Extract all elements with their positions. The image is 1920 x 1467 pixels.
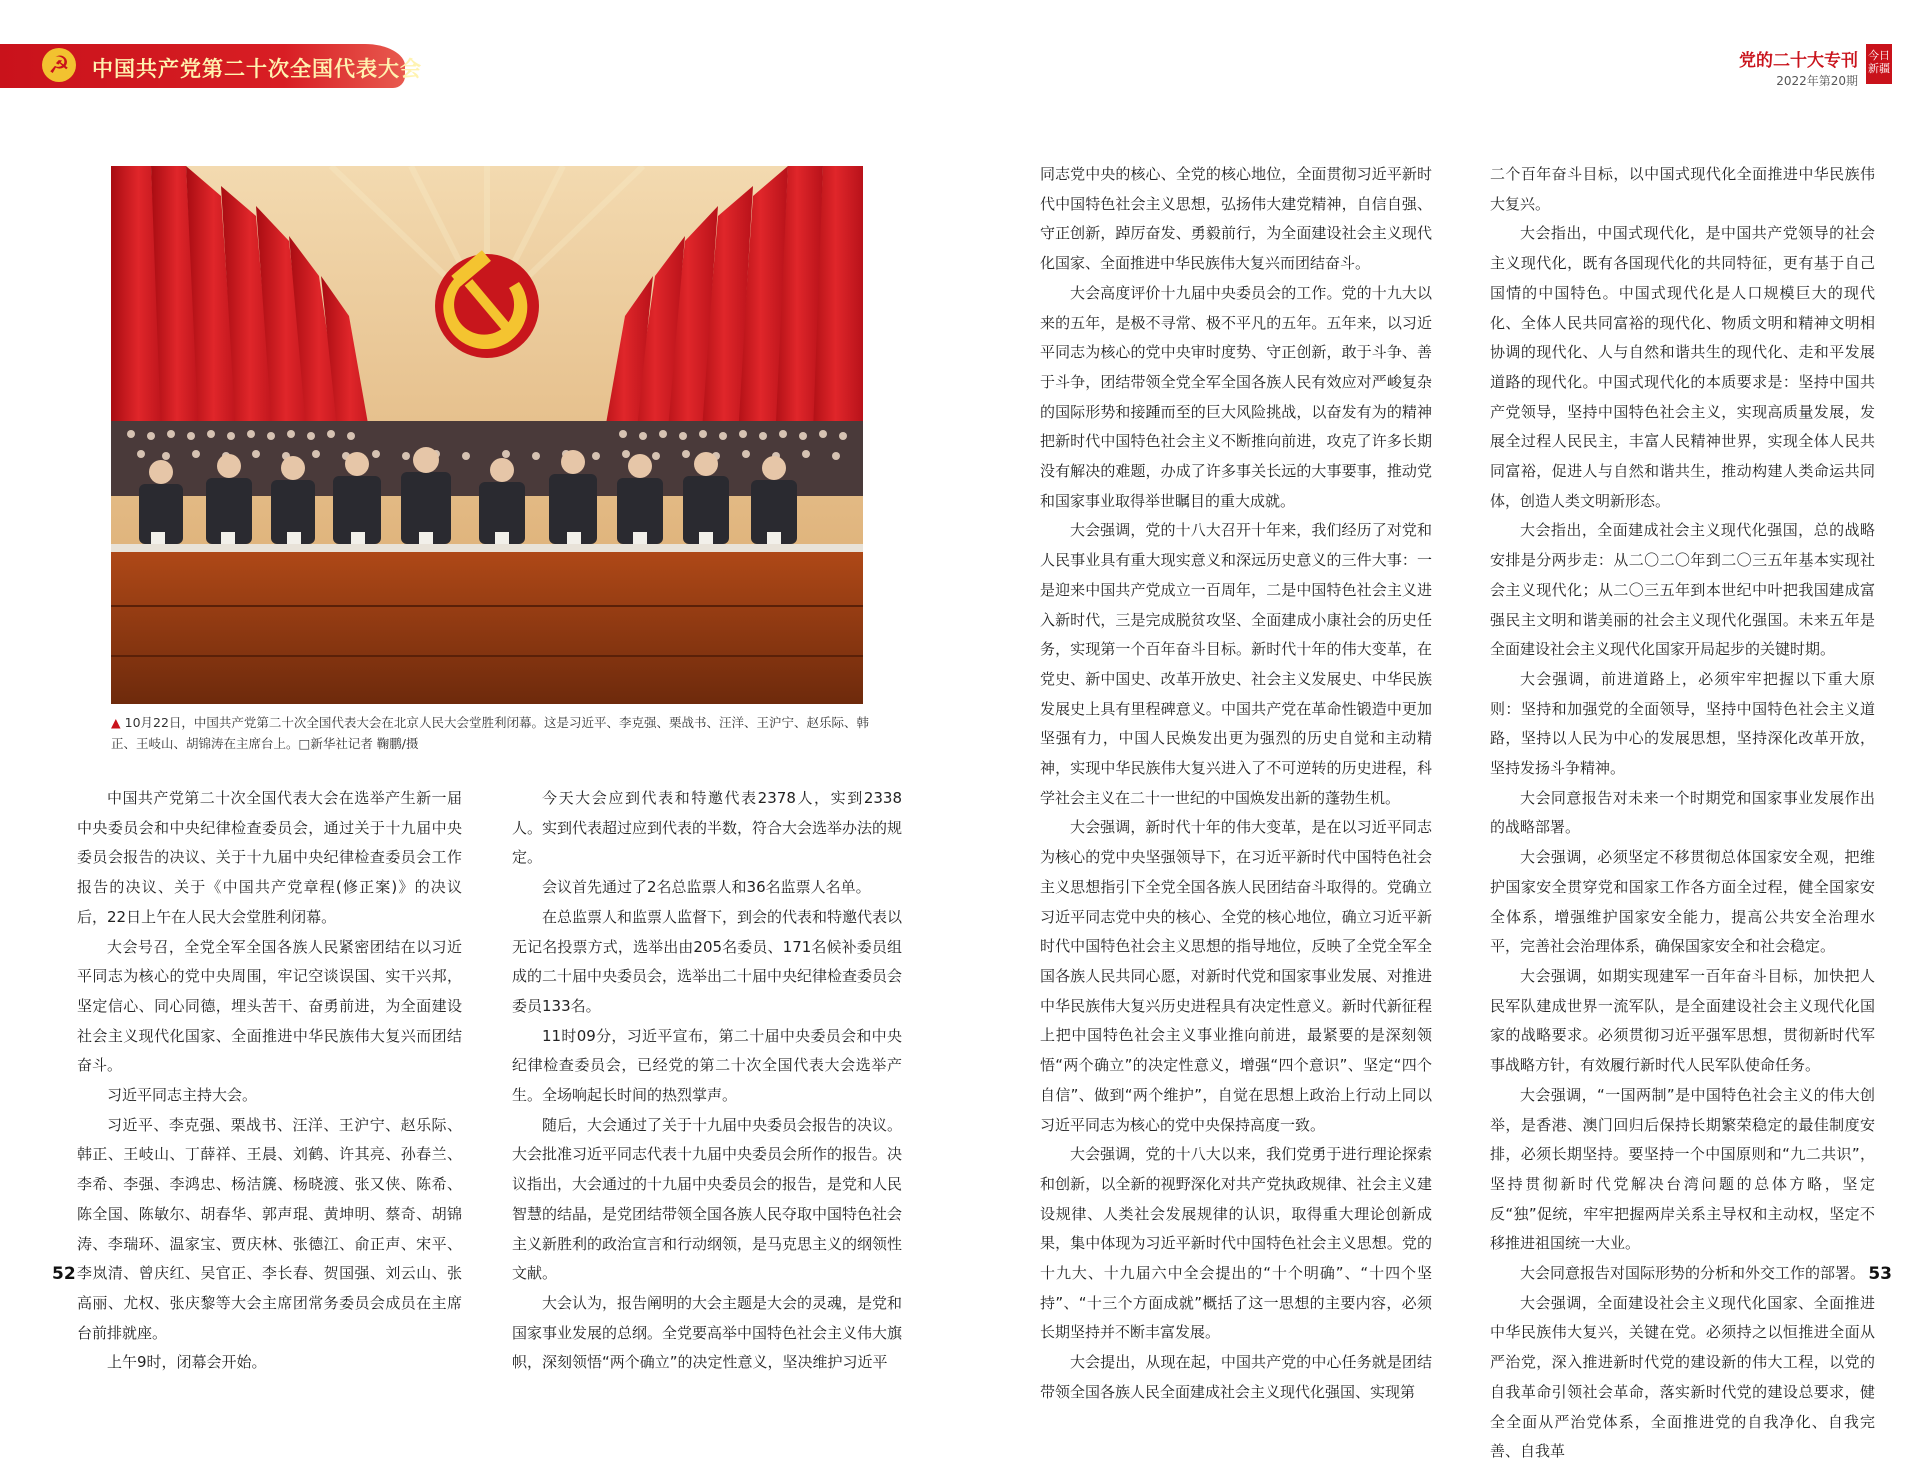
paragraph: 大会强调，“一国两制”是中国特色社会主义的伟大创举，是香港、澳门回归后保持长期繁荣稳定的最佳制度安排，必须长期坚持。要坚持一个中国原则和“九二共识”，坚持贯彻新时代党解决台湾问题的总体方略，坚定反“独”促统，牢牢把握两岸关系主导权和主动权，坚定不移推进祖国统一大业。 bbox=[1490, 1085, 1875, 1253]
photo-caption bbox=[111, 712, 871, 754]
article-column-1 bbox=[77, 784, 462, 1378]
paragraph: 中国共产党第二十次全国代表大会在选举产生新一届中央委员会和中央纪律检查委员会，通过关于十九届中央委员会报告的决议、关于十九届中央纪律检查委员会工作报告的决议、关于《中国共产党章程(修正案)》的决议后，22日上午在人民大会堂胜利闭幕。 bbox=[77, 789, 462, 926]
paragraph: 大会强调，全面建设社会主义现代化国家、全面推进中华民族伟大复兴，关键在党。必须持之以恒推进全面从严治党，深入推进新时代党的建设新的伟大工程，以党的自我革命引领社会革命，落实新时代党的建设总要求，健全全面从严治党体系，全面推进党的自我净化、自我完善、自我革 bbox=[1490, 1293, 1875, 1461]
issue-number: 2022年第20期 bbox=[1776, 74, 1858, 88]
paragraph: 习近平同志主持大会。 bbox=[107, 1086, 258, 1105]
magazine-header bbox=[1739, 46, 1858, 89]
paragraph: 习近平、李克强、栗战书、汪洋、王沪宁、赵乐际、韩正、王岐山、丁薛祥、王晨、刘鹤、许其亮、孙春兰、李希、李强、李鸿忠、杨洁篪、杨晓渡、张又侠、陈希、陈全国、陈敏尔、胡春华、郭声琨、黄坤明、蔡奇、胡锦涛、李瑞环、温家宝、贾庆林、张德江、俞正声、宋平、李岚清、曾庆红、吴官正、李长春、贺国强、刘云山、张高丽、尤权、张庆黎等大会主席团常务委员会成员在主席台前排就座。 bbox=[77, 1115, 462, 1342]
paragraph: 大会同意报告对国际形势的分析和外交工作的部署。 bbox=[1520, 1264, 1866, 1283]
header-banner bbox=[0, 44, 422, 88]
article-column-4 bbox=[1490, 160, 1875, 1467]
paragraph: 大会指出，全面建成社会主义现代化强国，总的战略安排是分两步走：从二〇二〇年到二〇三五年基本实现社会主义现代化；从二〇三五年到本世纪中叶把我国建成富强民主文明和谐美丽的社会主义现代化强国。未来五年是全面建设社会主义现代化国家开局起步的关键时期。 bbox=[1490, 521, 1875, 659]
triangle-icon: ▲ bbox=[111, 715, 121, 730]
paragraph: 大会强调，如期实现建军一百年奋斗目标，加快把人民军队建成世界一流军队，是全面建设社会主义现代化国家的战略要求。必须贯彻习近平强军思想，贯彻新时代军事战略方针，有效履行新时代人民军队使命任务。 bbox=[1490, 966, 1875, 1075]
paragraph: 二个百年奋斗目标，以中国式现代化全面推进中华民族伟大复兴。 bbox=[1490, 165, 1875, 213]
article-column-2 bbox=[512, 784, 902, 1378]
magazine-logo: 今日新疆 bbox=[1866, 44, 1892, 84]
caption-credit: □新华社记者 鞠鹏/摄 bbox=[298, 736, 419, 751]
page-number-left: 52 bbox=[52, 1264, 76, 1284]
paragraph: 大会高度评价十九届中央委员会的工作。党的十九大以来的五年，是极不寻常、极不平凡的五年。五年来，以习近平同志为核心的党中央审时度势、守正创新，敢于斗争、善于斗争，团结带领全党全军全国各族人民有效应对严峻复杂的国际形势和接踵而至的巨大风险挑战，以奋发有为的精神把新时代中国特色社会主义不断推向前进，攻克了许多长期没有解决的难题，办成了许多事关长远的大事要事，推动党和国家事业取得举世瞩目的重大成就。 bbox=[1040, 283, 1432, 510]
paragraph: 今天大会应到代表和特邀代表2378人，实到2338人。实到代表超过应到代表的半数，符合大会选举办法的规定。 bbox=[512, 789, 903, 867]
paragraph: 大会强调，新时代十年的伟大变革，是在以习近平同志为核心的党中央坚强领导下，在习近平新时代中国特色社会主义思想指引下全党全国各族人民团结奋斗取得的。党确立习近平同志党中央的核心、全党的核心地位，确立习近平新时代中国特色社会主义思想的指导地位，反映了全党全军全国各族人民共同心愿，对新时代党和国家事业发展、对推进中华民族伟大复兴历史进程具有决定性意义。新时代新征程上把中国特色社会主义事业推向前进，最紧要的是深刻领悟“两个确立”的决定性意义，增强“四个意识”、坚定“四个自信”、做到“两个维护”，自觉在思想上政治上行动上同以习近平同志为核心的党中央保持高度一致。 bbox=[1040, 818, 1432, 1134]
paragraph: 大会认为，报告阐明的大会主题是大会的灵魂，是党和国家事业发展的总纲。全党要高举中国特色社会主义伟大旗帜，深刻领悟“两个确立”的决定性意义，坚决维护习近平 bbox=[512, 1293, 903, 1372]
paragraph: 大会号召，全党全军全国各族人民紧密团结在以习近平同志为核心的党中央周围，牢记空谈误国、实干兴邦，坚定信心、同心同德，埋头苦干、奋勇前进，为全面建设社会主义现代化国家、全面推进中华民族伟大复兴而团结奋斗。 bbox=[77, 937, 462, 1075]
paragraph: 大会同意报告对未来一个时期党和国家事业发展作出的战略部署。 bbox=[1490, 788, 1875, 837]
hall-illustration bbox=[111, 166, 863, 704]
paragraph: 会议首先通过了2名总监票人和36名监票人名单。 bbox=[542, 878, 871, 897]
paragraph: 大会强调，党的十八大召开十年来，我们经历了对党和人民事业具有重大现实意义和深远历史意义的三件大事：一是迎来中国共产党成立一百周年，二是中国特色社会主义进入新时代，三是完成脱贫攻坚、全面建成小康社会的历史任务，实现第一个百年奋斗目标。新时代十年的伟大变革，在党史、新中国史、改革开放史、社会主义发展史、中华民族发展史上具有里程碑意义。中国共产党在革命性锻造中更加坚强有力，中国人民焕发出更为强烈的历史自觉和主动精神，实现中华民族伟大复兴进入了不可逆转的历史进程，科学社会主义在二十一世纪的中国焕发出新的蓬勃生机。 bbox=[1040, 521, 1432, 807]
congress-photo bbox=[111, 166, 863, 704]
paragraph: 上午9时，闭幕会开始。 bbox=[107, 1353, 267, 1372]
caption-text: 10月22日，中国共产党第二十次全国代表大会在北京人民大会堂胜利闭幕。这是习近平、李克强、栗战书、汪洋、王沪宁、赵乐际、韩正、王岐山、胡锦涛在主席台上。 bbox=[111, 715, 869, 751]
paragraph: 同志党中央的核心、全党的核心地位，全面贯彻习近平新时代中国特色社会主义思想，弘扬伟大建党精神，自信自强、守正创新，踔厉奋发、勇毅前行，为全面建设社会主义现代化国家、全面推进中华民族伟大复兴而团结奋斗。 bbox=[1040, 165, 1432, 273]
paragraph: 11时09分，习近平宣布，第二十届中央委员会和中央纪律检查委员会，已经党的第二十次全国代表大会选举产生。全场响起长时间的热烈掌声。 bbox=[512, 1026, 902, 1105]
paragraph: 在总监票人和监票人监督下，到会的代表和特邀代表以无记名投票方式，选举出由205名委员、171名候补委员组成的二十届中央委员会，选举出二十届中央纪律检查委员会委员133名。 bbox=[512, 907, 903, 1015]
page-number-right: 53 bbox=[1868, 1264, 1892, 1284]
paragraph: 大会强调，必须坚定不移贯彻总体国家安全观，把维护国家安全贯穿党和国家工作各方面全过程，健全国家安全体系，增强维护国家安全能力，提高公共安全治理水平，完善社会治理体系，确保国家安全和社会稳定。 bbox=[1490, 848, 1875, 956]
banner-title: 中国共产党第二十次全国代表大会 bbox=[92, 57, 422, 81]
article-column-3 bbox=[1040, 160, 1432, 1408]
magazine-title: 党的二十大专刊 bbox=[1739, 51, 1858, 71]
paragraph: 随后，大会通过了关于十九届中央委员会报告的决议。大会批准习近平同志代表十九届中央委员会所作的报告。决议指出，大会通过的十九届中央委员会的报告，是党和人民智慧的结晶，是党团结带领全国各族人民夺取中国特色社会主义新胜利的政治宣言和行动纲领，是马克思主义的纲领性文献。 bbox=[512, 1115, 903, 1283]
party-emblem-icon: ☭ bbox=[42, 48, 76, 82]
paragraph: 大会指出，中国式现代化，是中国共产党领导的社会主义现代化，既有各国现代化的共同特征，更有基于自己国情的中国特色。中国式现代化是人口规模巨大的现代化、全体人民共同富裕的现代化、物质文明和精神文明相协调的现代化、人与自然和谐共生的现代化、走和平发展道路的现代化。中国式现代化的本质要求是：坚持中国共产党领导，坚持中国特色社会主义，实现高质量发展，发展全过程人民民主，丰富人民精神世界，实现全体人民共同富裕，促进人与自然和谐共生，推动构建人类命运共同体，创造人类文明新形态。 bbox=[1490, 224, 1875, 510]
paragraph: 大会强调，党的十八大以来，我们党勇于进行理论探索和创新，以全新的视野深化对共产党执政规律、社会主义建设规律、人类社会发展规律的认识，取得重大理论创新成果，集中体现为习近平新时代中国特色社会主义思想。党的十九大、十九届六中全会提出的“十个明确”、“十四个坚持”、“十三个方面成就”概括了这一思想的主要内容，必须长期坚持并不断丰富发展。 bbox=[1040, 1145, 1432, 1342]
paragraph: 大会强调，前进道路上，必须牢牢把握以下重大原则：坚持和加强党的全面领导，坚持中国特色社会主义道路，坚持以人民为中心的发展思想，坚持深化改革开放，坚持发扬斗争精神。 bbox=[1490, 669, 1875, 778]
paragraph: 大会提出，从现在起，中国共产党的中心任务就是团结带领全国各族人民全面建成社会主义现代化强国、实现第 bbox=[1040, 1353, 1432, 1401]
